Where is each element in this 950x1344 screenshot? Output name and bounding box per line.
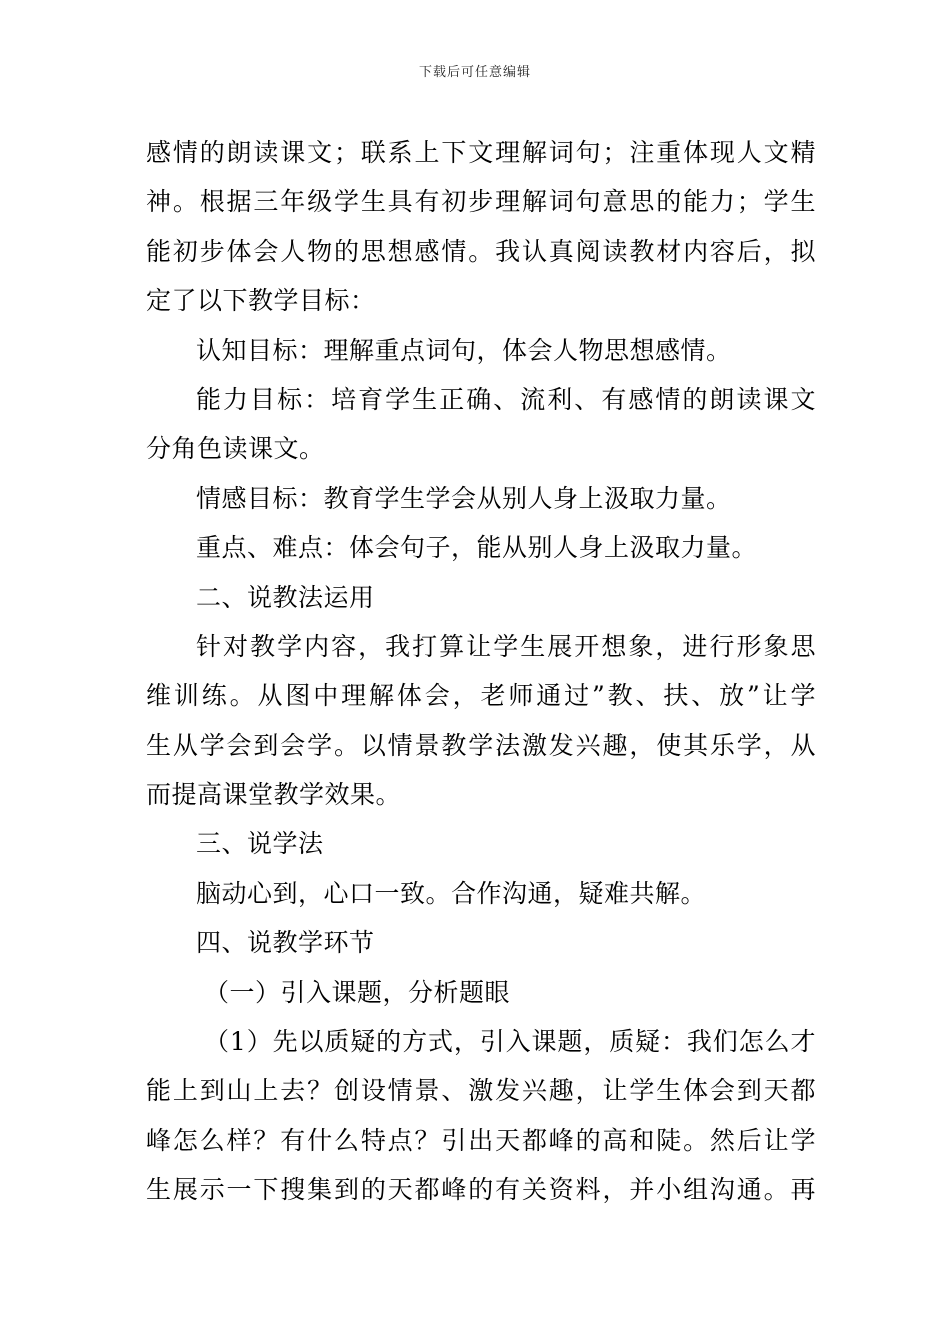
paragraph-line: 针对教学内容，我打算让学生展开想象，进行形象思 bbox=[196, 631, 816, 661]
paragraph-line: 能力目标：培育学生正确、流利、有感情的朗读课文 bbox=[196, 384, 816, 414]
paragraph-line: 情感目标：教育学生学会从别人身上汲取力量。 bbox=[196, 483, 732, 513]
paragraph-line: 定了以下教学目标： bbox=[146, 286, 376, 316]
paragraph-line: 感情的朗读课文；联系上下文理解词句；注重体现人文精 bbox=[146, 138, 816, 167]
paragraph-line: 峰怎么样？有什么特点？引出天都峰的高和陡。然后让学 bbox=[146, 1125, 816, 1155]
section-heading: 四、说教学环节 bbox=[196, 928, 375, 958]
paragraph-line: 生从学会到会学。以情景教学法激发兴趣，使其乐学，从 bbox=[146, 730, 816, 760]
paragraph-line: 分角色读课文。 bbox=[146, 434, 325, 464]
paragraph-line: （1）先以质疑的方式，引入课题，质疑：我们怎么才 bbox=[204, 1027, 816, 1057]
page-header: 下载后可任意编辑 bbox=[418, 65, 531, 80]
paragraph-line: 认知目标：理解重点词句，体会人物思想感情。 bbox=[196, 335, 732, 365]
paragraph-line: 生展示一下搜集到的天都峰的有关资料，并小组沟通。再 bbox=[146, 1175, 816, 1205]
subsection-heading: （一）引入课题，分析题眼 bbox=[204, 977, 511, 1007]
paragraph-line: 重点、难点：体会句子，能从别人身上汲取力量。 bbox=[196, 533, 758, 563]
paragraph-line: 脑动心到，心口一致。合作沟通，疑难共解。 bbox=[196, 878, 707, 908]
paragraph-line: 而提高课堂教学效果。 bbox=[146, 780, 402, 810]
paragraph-line: 能初步体会人物的思想感情。我认真阅读教材内容后，拟 bbox=[146, 236, 816, 266]
paragraph-line: 神。根据三年级学生具有初步理解词句意思的能力；学生 bbox=[146, 187, 816, 217]
paragraph-line: 维训练。从图中理解体会，老师通过”教、扶、放”让学 bbox=[146, 681, 816, 711]
paragraph-line: 能上到山上去？创设情景、激发兴趣，让学生体会到天都 bbox=[146, 1076, 816, 1106]
section-heading: 二、说教法运用 bbox=[196, 582, 375, 612]
section-heading: 三、说学法 bbox=[196, 829, 324, 859]
document-body bbox=[146, 128, 816, 1215]
